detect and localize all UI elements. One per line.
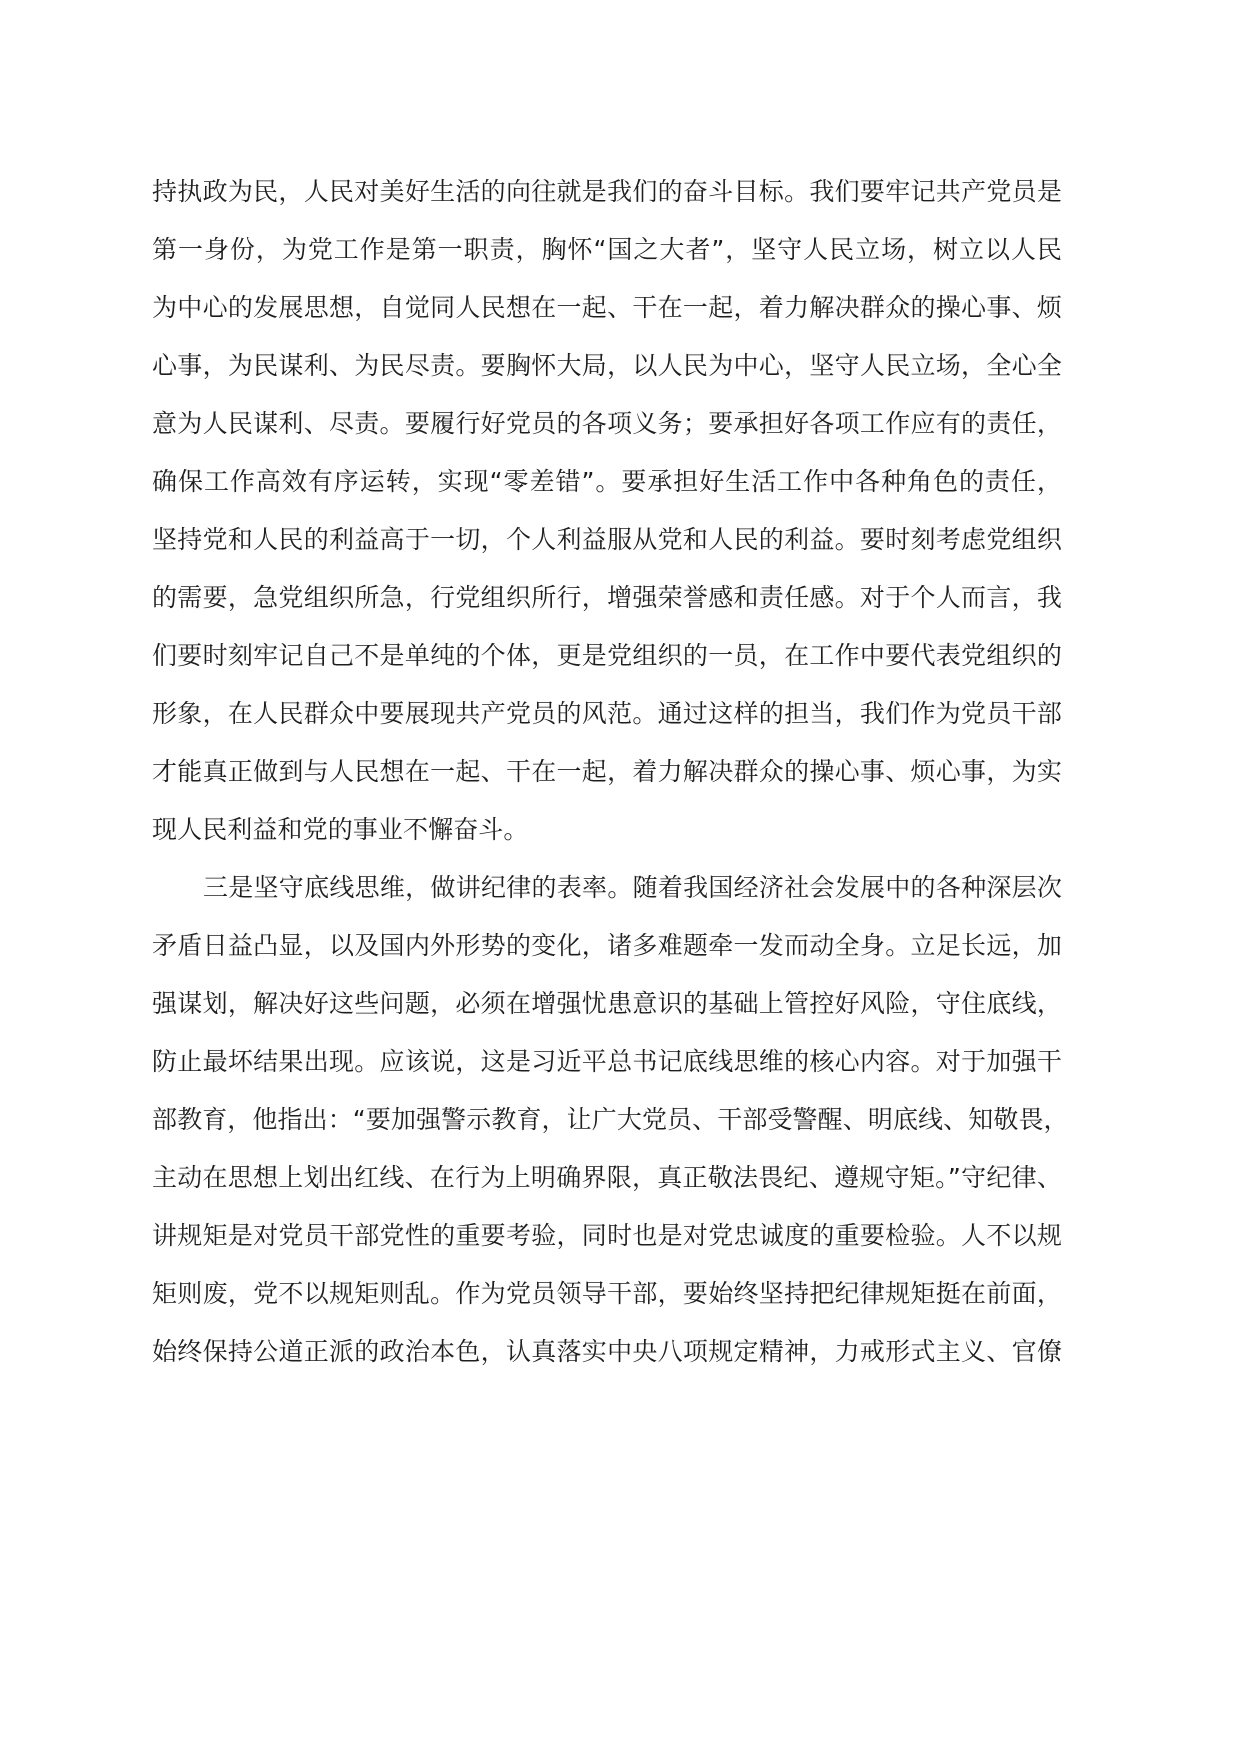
text-line: 部教育，他指出：“要加强警示教育，让广大党员、干部受警醒、明底线、知敬畏， xyxy=(152,1105,1069,1134)
text-line: 确保工作高效有序运转，实现“零差错”。要承担好生活工作中各种角色的责任， xyxy=(152,467,1062,496)
text-line: 防止最坏结果出现。应该说，这是习近平总书记底线思维的核心内容。对于加强干 xyxy=(152,1047,1062,1076)
paragraph-first-line: 三是坚守底线思维，做讲纪律的表率。随着我国经济社会发展中的各种深层次 xyxy=(203,873,1062,902)
text-line: 形象，在人民群众中要展现共产党员的风范。通过这样的担当，我们作为党员干部 xyxy=(152,699,1062,728)
text-line: 心事，为民谋利、为民尽责。要胸怀大局，以人民为中心，坚守人民立场，全心全 xyxy=(152,351,1062,380)
text-line: 矛盾日益凸显，以及国内外形势的变化，诸多难题牵一发而动全身。立足长远，加 xyxy=(152,931,1062,960)
text-line: 讲规矩是对党员干部党性的重要考验，同时也是对党忠诚度的重要检验。人不以规 xyxy=(152,1221,1062,1250)
text-line: 为中心的发展思想，自觉同人民想在一起、干在一起，着力解决群众的操心事、烦 xyxy=(152,293,1062,322)
text-line: 现人民利益和党的事业不懈奋斗。 xyxy=(152,815,529,844)
text-line: 始终保持公道正派的政治本色，认真落实中央八项规定精神，力戒形式主义、官僚 xyxy=(152,1337,1062,1366)
text-line: 的需要，急党组织所急，行党组织所行，增强荣誉感和责任感。对于个人而言，我 xyxy=(152,583,1062,612)
text-line: 强谋划，解决好这些问题，必须在增强忧患意识的基础上管控好风险，守住底线， xyxy=(152,989,1062,1018)
text-line: 才能真正做到与人民想在一起、干在一起，着力解决群众的操心事、烦心事，为实 xyxy=(152,757,1062,786)
text-line: 主动在思想上划出红线、在行为上明确界限，真正敬法畏纪、遵规守矩。”守纪律、 xyxy=(152,1163,1062,1192)
text-line: 持执政为民，人民对美好生活的向往就是我们的奋斗目标。我们要牢记共产党员是 xyxy=(152,177,1062,206)
text-line: 意为人民谋利、尽责。要履行好党员的各项义务；要承担好各项工作应有的责任， xyxy=(152,409,1062,438)
text-line: 坚持党和人民的利益高于一切，个人利益服从党和人民的利益。要时刻考虑党组织 xyxy=(152,525,1062,554)
text-line: 第一身份，为党工作是第一职责，胸怀“国之大者”，坚守人民立场，树立以人民 xyxy=(152,235,1062,264)
text-line: 矩则废，党不以规矩则乱。作为党员领导干部，要始终坚持把纪律规矩挺在前面， xyxy=(152,1279,1062,1308)
text-line: 们要时刻牢记自己不是单纯的个体，更是党组织的一员，在工作中要代表党组织的 xyxy=(152,641,1062,670)
